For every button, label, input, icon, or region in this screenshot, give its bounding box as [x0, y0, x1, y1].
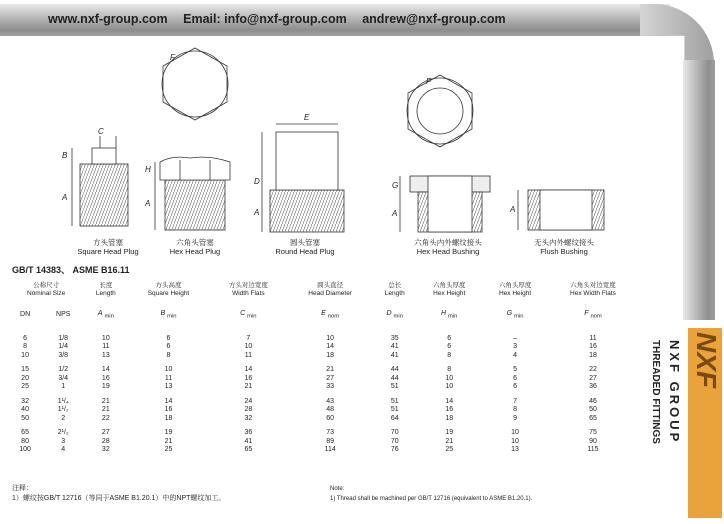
- table-cell: 6: [447, 334, 452, 342]
- table-cell: 50: [589, 406, 597, 414]
- table-cell: 16: [445, 406, 454, 414]
- table-cell: 27: [326, 374, 335, 382]
- table-cell: 65: [589, 414, 597, 422]
- table-cell: 21: [445, 437, 454, 445]
- table-cell: 6: [166, 334, 171, 342]
- table-cell: 40: [21, 406, 29, 414]
- table-cell: 65: [21, 429, 29, 437]
- dim-label-d: D: [254, 177, 260, 186]
- table-cell: 80: [21, 437, 29, 445]
- table-cell: 28: [244, 406, 253, 414]
- table-row: [8, 366, 638, 375]
- table-cell: 1/8: [58, 334, 69, 342]
- table-cell: 6: [447, 343, 452, 351]
- symbol-cell: NPS: [56, 311, 71, 319]
- table-cell: 27: [101, 429, 110, 437]
- symbol-cell: DN: [20, 311, 31, 319]
- table-cell: 4: [513, 351, 518, 359]
- table-cell: 10: [511, 429, 519, 437]
- dim-label-e: E: [304, 113, 310, 122]
- table-cell: 18: [589, 351, 597, 359]
- round-head-plug-drawing: [262, 124, 344, 232]
- table-row: [8, 343, 638, 352]
- table-cell: 13: [164, 383, 173, 391]
- label-round-head-plug: 圆头管塞 Round Head Plug: [275, 238, 335, 256]
- table-cell: 25: [164, 446, 173, 454]
- table-cell: 22: [589, 366, 597, 374]
- header-head-diameter: 圆头直径 Head Diameter: [308, 282, 353, 297]
- table-cell: 21: [101, 397, 110, 405]
- dim-label-f-1: F: [170, 53, 175, 62]
- table-cell: 2¹/₂: [57, 429, 69, 437]
- table-cell: 18: [445, 414, 454, 422]
- note-english: Note: 1) Thread shall be machined per GB/T 12716 (equivalent to ASME B1.20.1).: [330, 486, 533, 502]
- table-cell: 89: [326, 437, 335, 445]
- table-cell: 64: [390, 414, 399, 422]
- table-row: [8, 352, 638, 361]
- table-cell: 8: [513, 406, 518, 414]
- table-cell: 33: [326, 383, 335, 391]
- table-cell: 11: [589, 334, 597, 342]
- website-link[interactable]: www.nxf-group.com: [48, 12, 168, 26]
- table-cell: 75: [589, 429, 597, 437]
- dim-label-a-1: A: [62, 193, 68, 202]
- header-square-height: 方头高度 Square Height: [147, 282, 190, 297]
- table-cell: 76: [390, 446, 399, 454]
- standard-title: GB/T 14383、 ASME B16.11: [12, 265, 130, 275]
- note-chinese: 注释： 1）螺纹按GB/T 12716（等同于ASME B1.20.1）中的NPT螺纹加工。: [12, 485, 226, 502]
- table-cell: 10: [326, 334, 335, 342]
- table-cell: 25: [445, 446, 454, 454]
- pipe-decoration-vertical: [683, 60, 715, 320]
- symbol-cell: E $_{nom}$: [321, 310, 340, 320]
- table-cell: 16: [244, 374, 253, 382]
- table-cell: 8: [447, 351, 452, 359]
- table-cell: 32: [21, 397, 29, 405]
- brand-logo: NXF: [691, 332, 722, 388]
- dim-label-c: C: [98, 127, 104, 136]
- label-hex-head-bushing: 六角头内外螺纹接头 Hex Head Bushing: [414, 238, 482, 256]
- contact-header: [48, 12, 518, 26]
- table-row: [8, 438, 638, 447]
- table-cell: 6: [23, 334, 28, 342]
- table-cell: 60: [326, 414, 335, 422]
- table-cell: 115: [587, 446, 599, 454]
- table-cell: 10: [21, 351, 29, 359]
- table-cell: 19: [164, 429, 173, 437]
- table-cell: 9: [513, 414, 518, 422]
- symbol-cell: H $_{min}$: [441, 310, 458, 320]
- header-hex-height-g: 六角头厚度 Hex Height: [498, 282, 532, 297]
- header-total-length: 总长 Length: [384, 282, 405, 297]
- table-row: [8, 446, 638, 455]
- email-link-info[interactable]: Email: info@nxf-group.com: [183, 12, 347, 26]
- symbol-cell: C $_{min}$: [240, 310, 257, 320]
- table-cell: 21: [244, 383, 253, 391]
- dim-label-b: B: [62, 151, 68, 160]
- table-cell: 15: [21, 366, 29, 374]
- table-cell: 18: [326, 351, 335, 359]
- table-cell: 8: [166, 351, 171, 359]
- table-cell: 4: [61, 446, 66, 454]
- table-cell: 21: [326, 366, 335, 374]
- table-cell: 25: [21, 383, 29, 391]
- dim-label-f-2: F: [426, 77, 431, 86]
- table-cell: 28: [101, 437, 110, 445]
- table-cell: 44: [390, 366, 399, 374]
- header-width-flats: 方头对边宽度 Width Flats: [228, 282, 268, 297]
- table-cell: 5: [513, 366, 518, 374]
- table-row: [8, 383, 638, 392]
- table-cell: 10: [445, 383, 454, 391]
- table-cell: 36: [244, 429, 253, 437]
- table-cell: 6: [513, 374, 518, 382]
- table-cell: 7: [513, 397, 518, 405]
- dim-label-g: G: [392, 181, 399, 190]
- table-cell: 1/4: [58, 343, 69, 351]
- table-cell: 1/2: [58, 366, 69, 374]
- brand-name: NXF GROUP: [667, 340, 682, 445]
- table-cell: 11: [244, 351, 252, 359]
- table-cell: 16: [589, 343, 597, 351]
- table-cell: 3: [513, 343, 518, 351]
- table-cell: 18: [164, 414, 173, 422]
- table-cell: 90: [589, 437, 597, 445]
- table-cell: 35: [390, 334, 399, 342]
- dimension-table: [8, 282, 638, 455]
- table-cell: 16: [101, 374, 110, 382]
- table-cell: 27: [589, 374, 597, 382]
- table-cell: 19: [445, 429, 454, 437]
- table-cell: 8: [447, 366, 452, 374]
- table-cell: 14: [101, 366, 110, 374]
- table-cell: 19: [101, 383, 110, 391]
- table-cell: 8: [23, 343, 28, 351]
- table-row: [8, 335, 638, 344]
- table-cell: 51: [390, 383, 399, 391]
- table-cell: 3: [61, 437, 66, 445]
- table-cell: 65: [244, 446, 253, 454]
- dim-label-a-5: A: [510, 205, 516, 214]
- label-hex-head-plug: 六角头管塞 Hex Head Plug: [169, 238, 221, 256]
- table-cell: 10: [101, 334, 110, 342]
- table-cell: 6: [513, 383, 518, 391]
- table-cell: 20: [21, 374, 29, 382]
- table-cell: 50: [21, 414, 29, 422]
- symbol-cell: G $_{min}$: [506, 310, 524, 320]
- symbol-cell: A $_{min}$: [97, 310, 114, 320]
- symbol-row: [8, 300, 638, 335]
- table-cell: 1¹/₂: [57, 406, 69, 414]
- table-row: [8, 406, 638, 415]
- table-cell: 24: [244, 397, 253, 405]
- label-square-head-plug: 方头管塞 Square Head Plug: [77, 238, 139, 256]
- table-cell: 3/4: [58, 374, 69, 382]
- table-cell: 10: [511, 437, 519, 445]
- dim-label-a-4: A: [392, 209, 398, 218]
- table-cell: 6: [166, 343, 171, 351]
- table-cell: 70: [390, 429, 399, 437]
- header-hex-width-flats: 六角头对边宽度 Hex Width Flats: [570, 282, 616, 297]
- email-link-andrew[interactable]: andrew@nxf-group.com: [362, 12, 506, 26]
- label-flush-bushing: 无头内外螺纹接头 Flush Bushing: [534, 238, 594, 256]
- table-row: [8, 375, 638, 384]
- table-cell: 41: [244, 437, 253, 445]
- symbol-cell: D $_{min}$: [386, 310, 403, 320]
- table-cell: 36: [589, 383, 597, 391]
- table-cell: 10: [244, 343, 253, 351]
- table-cell: 41: [390, 343, 399, 351]
- dim-label-a-2: A: [145, 199, 151, 208]
- table-cell: 11: [164, 374, 173, 382]
- table-cell: 10: [164, 366, 173, 374]
- symbol-cell: F $_{nom}$: [584, 310, 602, 320]
- table-cell: 32: [101, 446, 110, 454]
- table-cell: 41: [390, 351, 399, 359]
- table-cell: 43: [326, 397, 335, 405]
- table-cell: 14: [326, 343, 335, 351]
- table-cell: 51: [390, 406, 399, 414]
- table-cell: 11: [102, 343, 110, 351]
- table-row: [8, 429, 638, 438]
- table-cell: 14: [244, 366, 253, 374]
- table-cell: 21: [101, 406, 110, 414]
- table-cell: 51: [390, 397, 399, 405]
- brand-tagline: THREADED FITTINGS: [650, 340, 661, 444]
- hex-head-plug-drawing: [155, 48, 230, 230]
- table-cell: 1¹/₄: [57, 397, 69, 405]
- table-cell: 100: [19, 446, 31, 454]
- table-cell: 10: [445, 374, 454, 382]
- symbol-cell: B $_{min}$: [160, 310, 177, 320]
- flush-bushing-drawing: [518, 190, 604, 230]
- table-cell: 7: [246, 334, 251, 342]
- table-cell: 32: [244, 414, 253, 422]
- dim-label-a-3: A: [254, 208, 260, 217]
- fitting-drawings: [0, 40, 640, 240]
- table-cell: 114: [324, 446, 336, 454]
- table-cell: –: [513, 334, 518, 342]
- square-head-plug-drawing: [72, 136, 128, 226]
- table-cell: 2: [61, 414, 66, 422]
- table-cell: 21: [164, 437, 173, 445]
- table-cell: 1: [61, 383, 66, 391]
- table-cell: 22: [101, 414, 110, 422]
- hex-head-bushing-drawing: [400, 75, 490, 232]
- dim-label-h: H: [145, 165, 151, 174]
- table-row: [8, 415, 638, 424]
- table-cell: 70: [390, 437, 399, 445]
- header-hex-height-h: 六角头厚度 Hex Height: [432, 282, 466, 297]
- table-cell: 48: [326, 406, 335, 414]
- table-cell: 3/8: [58, 351, 69, 359]
- table-cell: 13: [511, 446, 519, 454]
- table-cell: 46: [589, 397, 597, 405]
- table-cell: 14: [164, 397, 173, 405]
- header-length: 长度 Length: [95, 282, 116, 297]
- table-cell: 44: [390, 374, 399, 382]
- table-cell: 73: [326, 429, 335, 437]
- table-cell: 14: [445, 397, 454, 405]
- table-header-row: [8, 282, 638, 300]
- table-row: [8, 398, 638, 407]
- table-cell: 16: [164, 406, 173, 414]
- table-cell: 13: [101, 351, 110, 359]
- header-nominal-size: 公称尺寸 Nominal Size: [26, 282, 66, 297]
